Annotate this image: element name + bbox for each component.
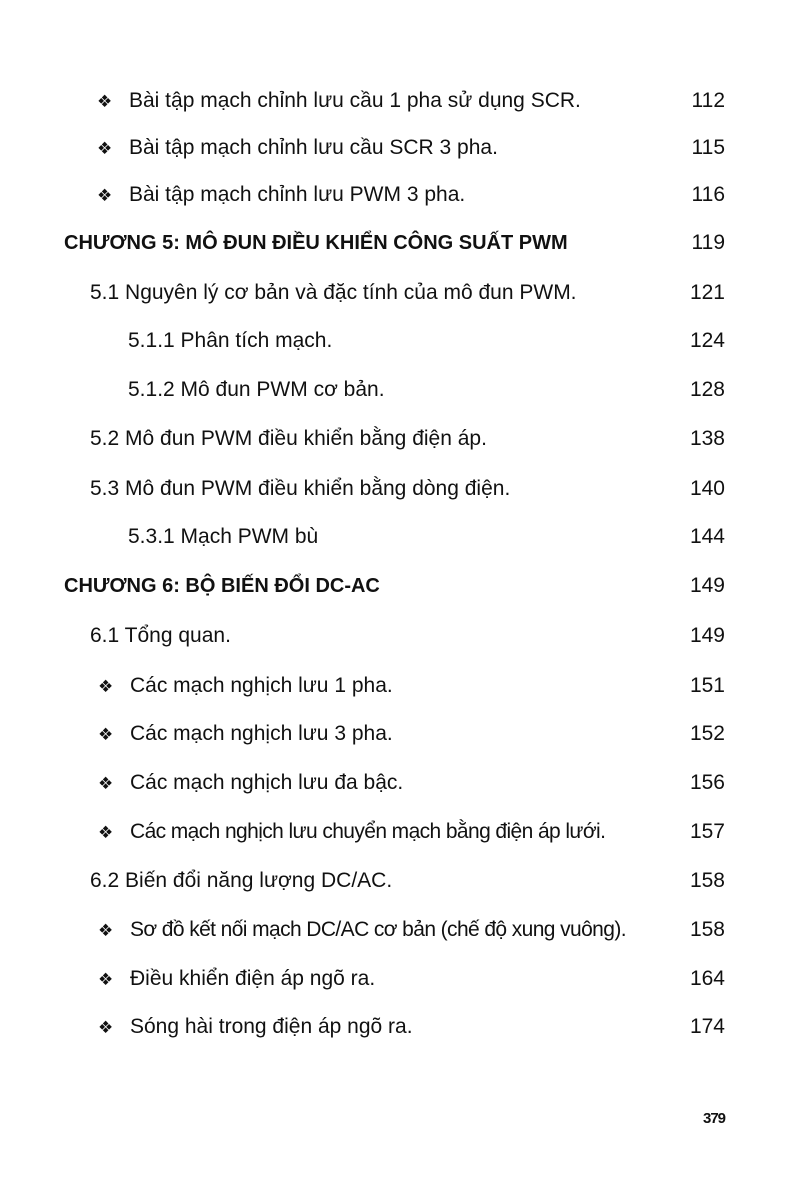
- toc-entry: [0, 671, 800, 701]
- toc-entry: [0, 424, 800, 454]
- diamond-bullet-icon: ❖: [98, 774, 114, 793]
- diamond-bullet-icon: ❖: [98, 823, 113, 842]
- toc-entry-title: Các mạch nghịch lưu chuyển mạch bằng điện áp lưới.: [130, 820, 606, 843]
- toc-entry-page: 174: [689, 1015, 725, 1038]
- toc-entry-page: 157: [689, 820, 725, 843]
- toc-entry-title: Bài tập mạch chỉnh lưu cầu 1 pha sử dụng SCR.: [129, 89, 581, 112]
- toc-entry-page: 149: [689, 624, 725, 647]
- toc-entry-page: 156: [689, 771, 725, 794]
- toc-entry: [0, 1012, 800, 1042]
- toc-entry-page: 158: [689, 918, 725, 941]
- toc-entry-page: 119: [691, 231, 725, 254]
- diamond-bullet-icon: ❖: [98, 725, 114, 744]
- toc-entry: [0, 278, 800, 308]
- toc-entry: [0, 86, 800, 116]
- toc-entry: [0, 522, 800, 552]
- toc-entry-page: 115: [691, 136, 725, 159]
- toc-entry-title: Sóng hài trong điện áp ngõ ra.: [130, 1015, 413, 1038]
- toc-entry-page: 158: [689, 869, 725, 892]
- toc-entry-page: 151: [689, 674, 725, 697]
- toc-entry: [0, 964, 800, 994]
- toc-entry-title: Các mạch nghịch lưu đa bậc.: [130, 771, 404, 794]
- toc-entry-page: 112: [691, 89, 725, 112]
- toc-entry-title: 5.3 Mô đun PWM điều khiển bằng dòng điện.: [90, 477, 511, 500]
- toc-entry-title: 5.1.2 Mô đun PWM cơ bản.: [128, 378, 385, 401]
- toc-chapter-heading: [0, 571, 800, 601]
- toc-entry-title: Bài tập mạch chỉnh lưu cầu SCR 3 pha.: [129, 136, 498, 159]
- toc-entry-title: CHƯƠNG 6: BỘ BIẾN ĐỔI DC-AC: [64, 575, 380, 597]
- page-number: 379: [703, 1110, 726, 1127]
- toc-entry-page: 128: [689, 378, 725, 401]
- diamond-bullet-icon: ❖: [97, 139, 113, 158]
- toc-entry-title: 5.1.1 Phân tích mạch.: [128, 329, 333, 352]
- diamond-bullet-icon: ❖: [98, 677, 114, 696]
- toc-entry-page: 149: [689, 574, 725, 597]
- diamond-bullet-icon: ❖: [98, 1018, 114, 1037]
- toc-entry-page: 140: [689, 477, 725, 500]
- toc-entry: [0, 326, 800, 356]
- toc-chapter-heading: [0, 228, 800, 258]
- toc-entry: [0, 817, 800, 847]
- toc-entry-title: 6.1 Tổng quan.: [90, 624, 231, 647]
- diamond-bullet-icon: ❖: [97, 186, 113, 205]
- diamond-bullet-icon: ❖: [98, 970, 114, 989]
- toc-entry: [0, 375, 800, 405]
- toc-entry-title: Các mạch nghịch lưu 3 pha.: [130, 722, 393, 745]
- toc-entry: [0, 133, 800, 163]
- diamond-bullet-icon: ❖: [98, 921, 113, 940]
- toc-entry-title: Điều khiển điện áp ngõ ra.: [130, 967, 376, 990]
- toc-entry-title: CHƯƠNG 5: MÔ ĐUN ĐIỀU KHIỂN CÔNG SUẤT PWM: [64, 232, 568, 254]
- diamond-bullet-icon: ❖: [97, 92, 113, 111]
- toc-entry-page: 164: [689, 967, 725, 990]
- toc-entry: [0, 180, 800, 210]
- toc-entry-page: 138: [689, 427, 725, 450]
- toc-entry: [0, 915, 800, 945]
- toc-entry-page: 124: [689, 329, 725, 352]
- toc-entry-page: 121: [689, 281, 725, 304]
- toc-entry-title: Các mạch nghịch lưu 1 pha.: [130, 674, 393, 697]
- toc-entry-page: 152: [689, 722, 725, 745]
- toc-entry-page: 116: [691, 183, 725, 206]
- toc-entry-page: 144: [689, 525, 725, 548]
- toc-entry: [0, 768, 800, 798]
- toc-entry: [0, 719, 800, 749]
- toc-entry-title: Sơ đồ kết nối mạch DC/AC cơ bản (chế độ xung vuông).: [130, 918, 626, 941]
- toc-entry-title: Bài tập mạch chỉnh lưu PWM 3 pha.: [129, 183, 466, 206]
- toc-entry-title: 6.2 Biến đổi năng lượng DC/AC.: [90, 869, 393, 892]
- toc-entry: [0, 866, 800, 896]
- toc-entry-title: 5.3.1 Mạch PWM bù: [128, 525, 319, 548]
- toc-entry-title: 5.2 Mô đun PWM điều khiển bằng điện áp.: [90, 427, 487, 450]
- toc-entry-title: 5.1 Nguyên lý cơ bản và đặc tính của mô đun PWM.: [90, 281, 577, 304]
- toc-entry: [0, 621, 800, 651]
- toc-entry: [0, 474, 800, 504]
